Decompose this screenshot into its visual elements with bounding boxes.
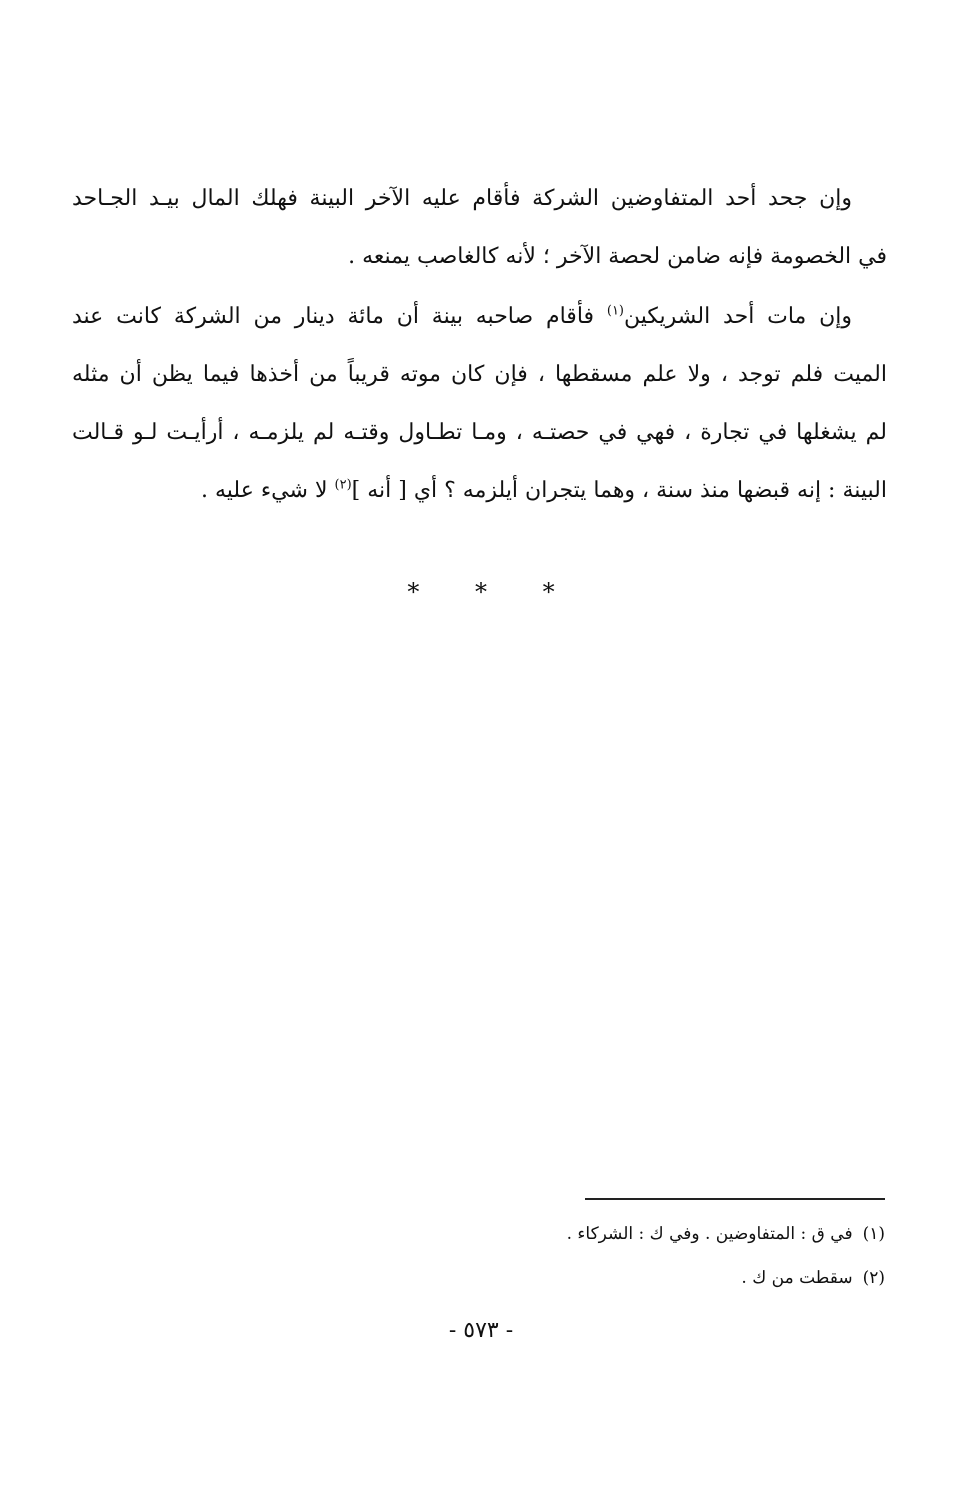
separator-star: *	[542, 578, 555, 606]
footnote-text: سقطت من ك .	[741, 1268, 853, 1288]
text-line: وإن جحد أحد المتفاوضين الشركة فأقام عليه الآخر البينة فهلك المال بيـد الجـاحد	[72, 186, 852, 211]
text-span: فأقام صاحبه بينة أن مائة دينار من الشركة كانت عند	[72, 304, 607, 329]
footnote-divider	[585, 1198, 885, 1200]
text-line: لم يشغلها في تجارة ، فهي في حصتـه ، ومـا تطـاول وقتـه لم يلزمـه ، أرأيـت لـو قـالت	[72, 420, 887, 445]
main-text	[72, 170, 887, 520]
separator-star: *	[475, 578, 487, 606]
section-separator	[0, 578, 962, 606]
separator-star: *	[407, 578, 420, 606]
text-line	[72, 462, 887, 520]
text-line: الميت فلم توجد ، ولا علم مسقطها ، فإن كان موته قريباً من أخذها فيما يظن أن مثله	[72, 362, 887, 387]
footnote-2	[185, 1262, 885, 1306]
text-line	[72, 288, 887, 346]
page-number: - ٥٧٣ -	[448, 1318, 514, 1343]
footnote-number: (٢)	[862, 1268, 885, 1288]
text-span: لا شيء عليه .	[201, 478, 335, 503]
footnote-ref-2: (٢)	[334, 477, 352, 493]
text-span: وإن مات أحد الشريكين	[624, 304, 852, 329]
footnote-number: (١)	[862, 1224, 885, 1244]
footnote-ref-1: (١)	[606, 303, 624, 319]
text-span: البينة : إنه قبضها منذ سنة ، وهما يتجران أيلزمه ؟ أي [ أنه ]	[351, 478, 887, 503]
footnote-1	[185, 1218, 885, 1262]
footnotes	[185, 1218, 885, 1306]
text-line: في الخصومة فإنه ضامن لحصة الآخر ؛ لأنه كالغاصب يمنعه .	[348, 244, 887, 269]
footnote-text: في ق : المتفاوضين . وفي ك : الشركاء .	[566, 1224, 853, 1244]
